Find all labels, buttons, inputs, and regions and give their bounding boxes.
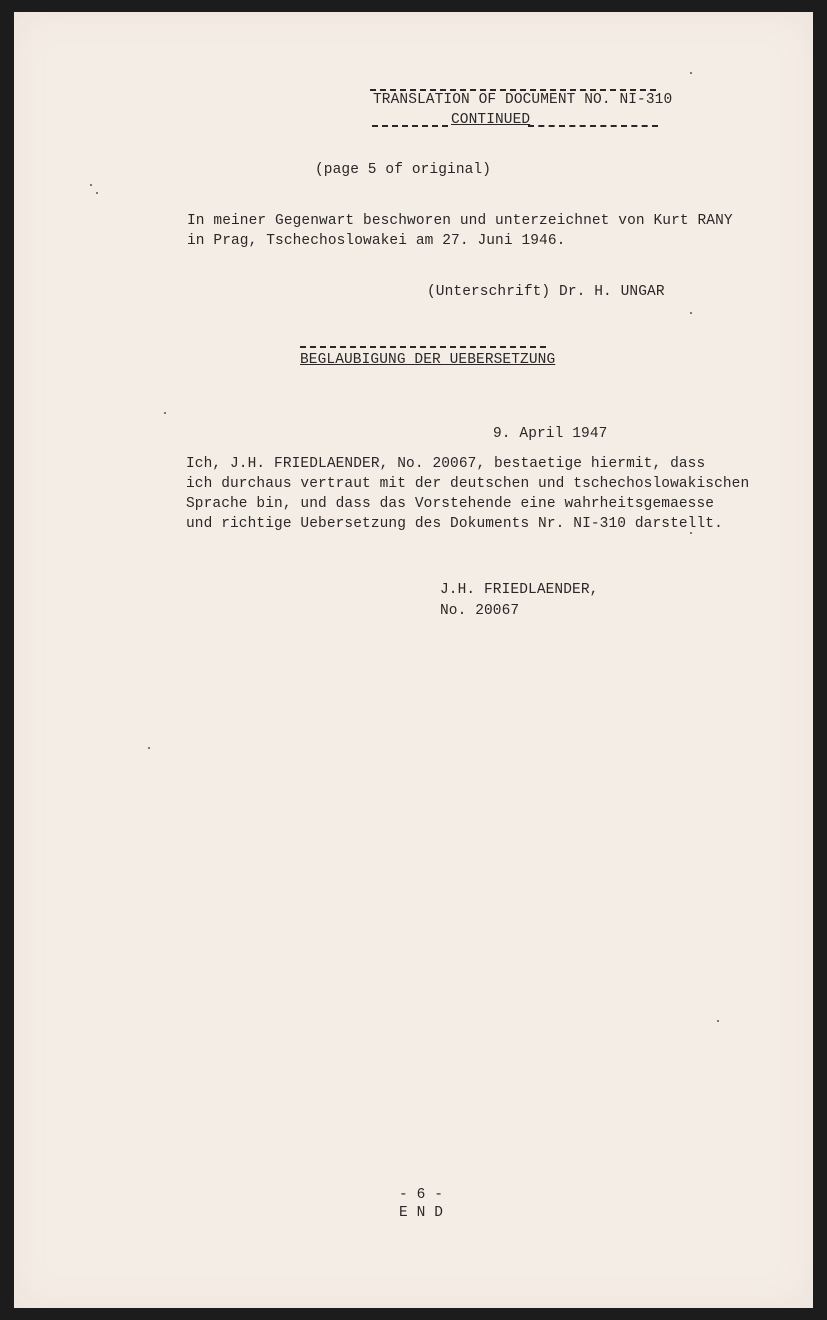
header-dash-right xyxy=(528,125,658,127)
cert-body-line-3: Sprache bin, und dass das Vorstehende eine wahrheitsgemaesse xyxy=(186,496,715,512)
certification-heading: BEGLAUBIGUNG DER UEBERSETZUNG xyxy=(300,352,556,368)
paper-speck xyxy=(690,72,692,74)
end-mark: E N D xyxy=(399,1205,444,1221)
paper-speck xyxy=(96,192,98,194)
paper-speck xyxy=(690,532,692,534)
paper-speck xyxy=(717,1020,719,1022)
page-number: - 6 - xyxy=(399,1187,444,1203)
paper-speck xyxy=(164,412,166,414)
signer-name: J.H. FRIEDLAENDER, xyxy=(440,582,599,598)
document-page xyxy=(14,12,813,1308)
cert-heading-dash xyxy=(300,346,546,348)
header-dash-left xyxy=(372,125,448,127)
cert-body-line-2: ich durchaus vertraut mit der deutschen und tschechoslowakischen xyxy=(186,476,750,492)
paper-speck xyxy=(90,184,92,186)
page-reference: (page 5 of original) xyxy=(315,162,492,178)
cert-body-line-4: und richtige Uebersetzung des Dokuments Nr. NI-310 darstellt. xyxy=(186,516,723,532)
signature-line: (Unterschrift) Dr. H. UNGAR xyxy=(427,284,665,300)
document-continued: CONTINUED xyxy=(451,112,531,128)
paper-speck xyxy=(148,747,150,749)
document-title: TRANSLATION OF DOCUMENT NO. NI-310 xyxy=(373,92,673,108)
cert-body-line-1: Ich, J.H. FRIEDLAENDER, No. 20067, bestaetige hiermit, dass xyxy=(186,456,706,472)
oath-line-1: In meiner Gegenwart beschworen und unterzeichnet von Kurt RANY xyxy=(187,213,733,229)
paper-speck xyxy=(690,312,692,314)
certification-date: 9. April 1947 xyxy=(493,426,608,442)
oath-line-2: in Prag, Tschechoslowakei am 27. Juni 1946. xyxy=(187,233,566,249)
signer-number: No. 20067 xyxy=(440,603,520,619)
